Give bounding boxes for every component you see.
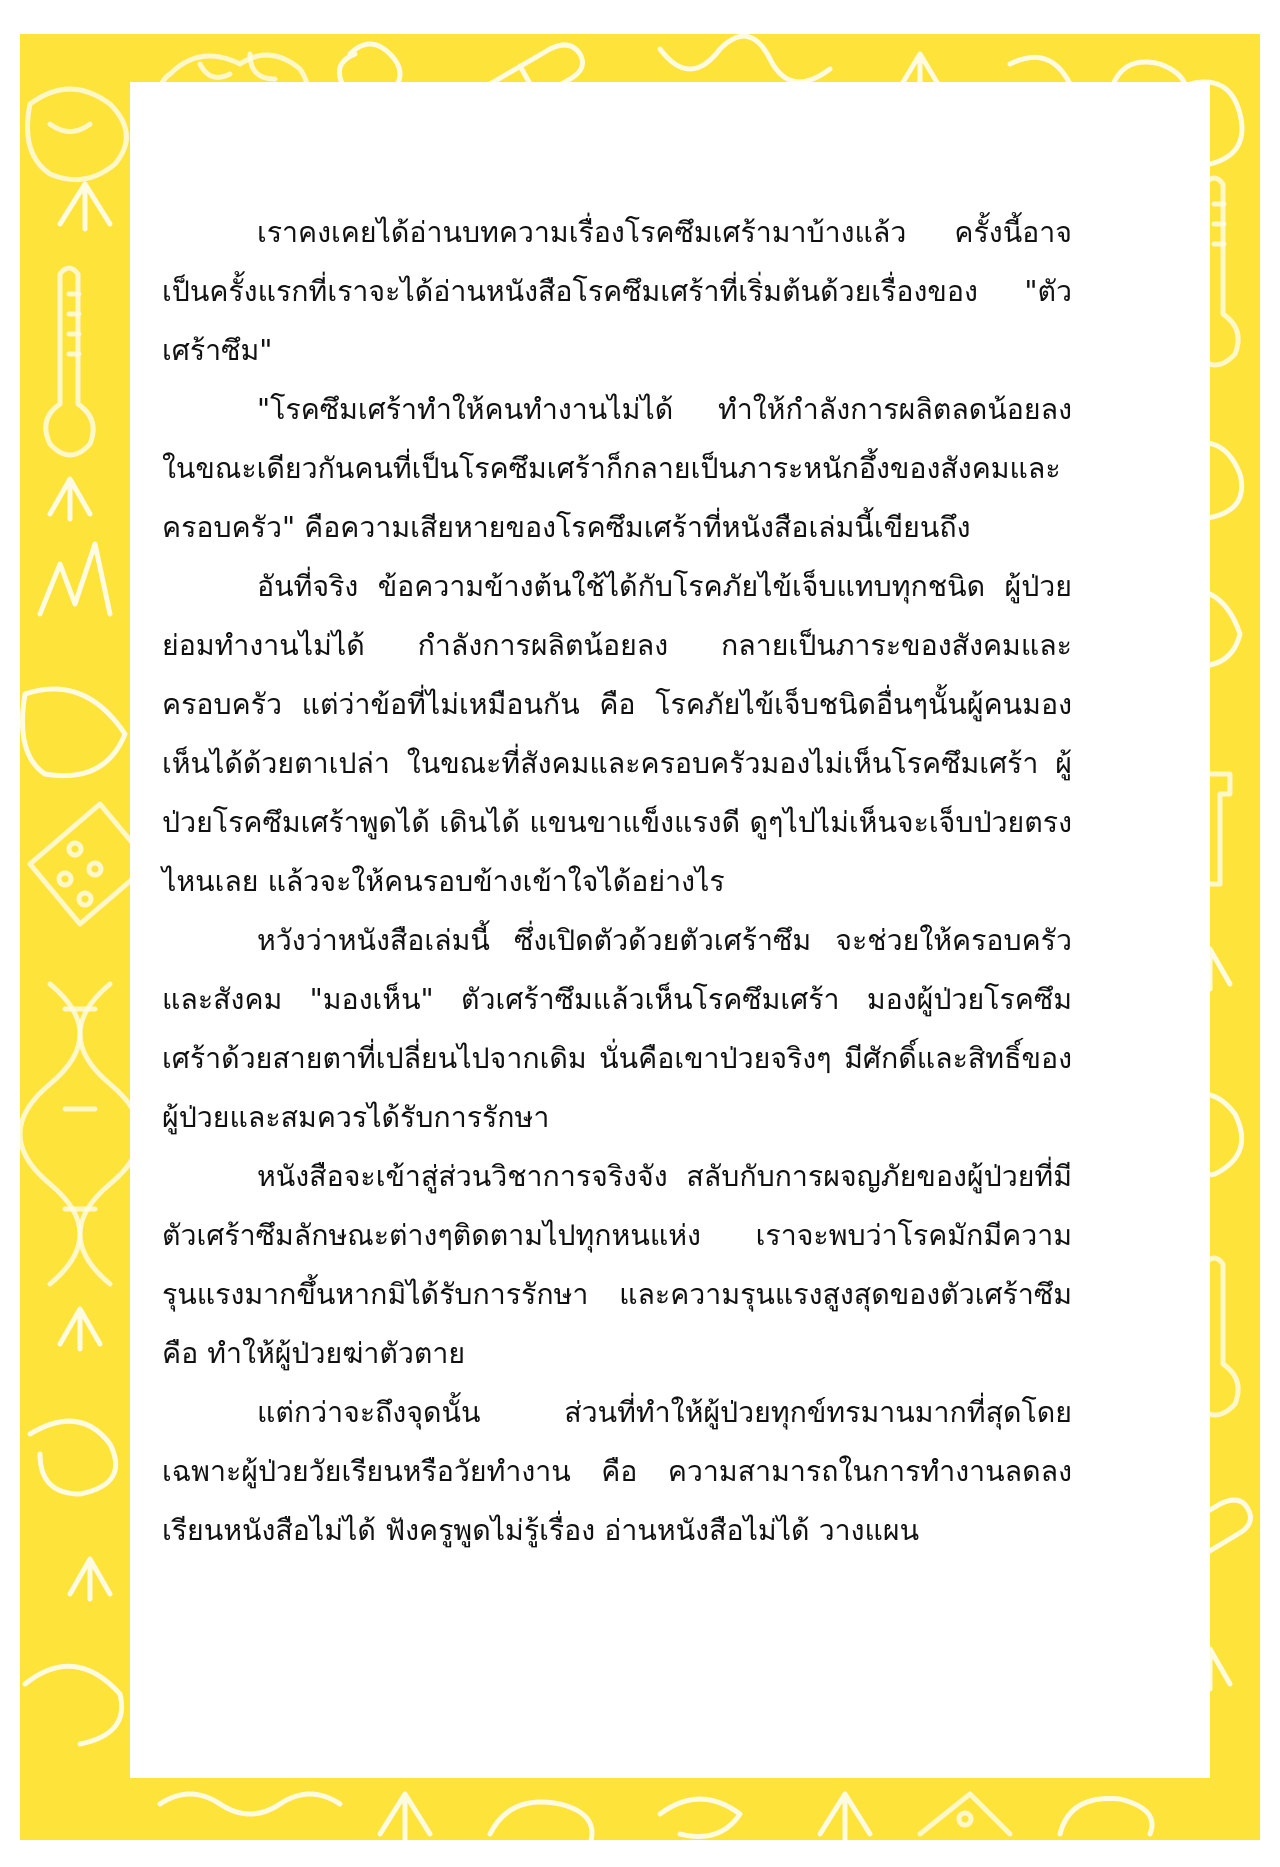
paragraph: อันที่จริง ข้อความข้างต้นใช้ได้กับโรคภัยไข้เจ็บแทบทุกชนิด ผู้ป่วยย่อมทำงานไม่ได้ กำลังการผลิตน้อยลง กลายเป็นภาระของสังคมและครอบครัว แต่ว่าข้อที่ไม่เหมือนกัน คือ โรคภัยไข้เจ็บชนิดอื่นๆนั้นผู้คนมองเห็นได้ด้วยตาเปล่า ในขณะที่สังคมและครอบครัวมองไม่เห็นโรคซึมเศร้า ผู้ป่วยโรคซึมเศร้าพูดได้ เดินได้ แขนขาแข็งแรงดี ดูๆไปไม่เห็นจะเจ็บป่วยตรงไหนเลย แล้วจะให้คนรอบข้างเข้าใจได้อย่างไร bbox=[162, 570, 1072, 898]
scribble-doodle bbox=[660, 1799, 740, 1837]
arrow-doodle bbox=[50, 479, 90, 519]
paragraph: หวังว่าหนังสือเล่มนี้ ซึ่งเปิดตัวด้วยตัวเศร้าซึม จะช่วยให้ครอบครัวและสังคม "มองเห็น" ตัวเศร้าซึมแล้วเห็นโรคซึมเศร้า มองผู้ป่วยโรคซึมเศร้าด้วยสายตาที่เปลี่ยนไปจากเดิม นั่นคือเขาป่วยจริงๆ มีศักดิ์และสิทธิ์ของผู้ป่วยและสมควรได้รับการรักษา bbox=[162, 924, 1072, 1134]
thermometer-doodle bbox=[46, 268, 93, 455]
blob-doodle bbox=[25, 1666, 122, 1744]
paragraph: หนังสือจะเข้าสู่ส่วนวิชาการจริงจัง สลับกับการผจญภัยของผู้ป่วยที่มีตัวเศร้าซึมลักษณะต่างๆติดตามไปทุกหนแห่ง เราจะพบว่าโรคมักมีความรุนแรงมากขึ้นหากมิได้รับการรักษา และความรุนแรงสูงสุดของตัวเศร้าซึม คือ ทำให้ผู้ป่วยฆ่าตัวตาย bbox=[162, 1160, 1072, 1370]
blob-doodle bbox=[1060, 1798, 1152, 1834]
arrow-doodle bbox=[70, 1559, 110, 1599]
scribble-doodle bbox=[160, 1794, 340, 1814]
arrow-doodle bbox=[820, 1794, 870, 1839]
paragraph: "โรคซึมเศร้าทำให้คนทำงานไม่ได้ ทำให้กำลังการผลิตลดน้อยลง ในขณะเดียวกันคนที่เป็นโรคซึมเศร้าก็กลายเป็นภาระหนักอึ้งของสังคมและครอบครัว" คือความเสียหายของโรคซึมเศร้าที่หนังสือเล่มนี้เขียนถึง bbox=[162, 393, 1072, 544]
paragraph: แต่กว่าจะถึงจุดนั้น ส่วนที่ทำให้ผู้ป่วยทุกข์ทรมานมากที่สุดโดยเฉพาะผู้ป่วยวัยเรียนหรือวัยทำงาน คือ ความสามารถในการทำงานลดลง เรียนหนังสือไม่ได้ ฟังครูพูดไม่รู้เรื่อง อ่านหนังสือไม่ได้ วางแผน bbox=[162, 1396, 1072, 1547]
blob-doodle bbox=[23, 689, 126, 776]
blob-doodle bbox=[490, 1802, 592, 1840]
arrow-doodle bbox=[60, 184, 110, 229]
scribble-doodle bbox=[30, 1421, 116, 1494]
scribble-doodle bbox=[660, 36, 830, 82]
spike-doodle bbox=[40, 544, 110, 614]
brain-doodle bbox=[28, 89, 127, 180]
body-text bbox=[162, 203, 1072, 1560]
arrow-doodle bbox=[380, 1794, 430, 1839]
arrow-doodle bbox=[60, 1309, 100, 1349]
paragraph: เราคงเคยได้อ่านบทความเรื่องโรคซึมเศร้ามาบ้างแล้ว ครั้งนี้อาจเป็นครั้งแรกที่เราจะได้อ่านหนังสือโรคซึมเศร้าที่เริ่มต้นด้วยเรื่องของ "ตัวเศร้าซึม" bbox=[162, 216, 1072, 367]
dna-doodle bbox=[20, 984, 140, 1284]
pill-pack-doodle bbox=[920, 1794, 1010, 1834]
